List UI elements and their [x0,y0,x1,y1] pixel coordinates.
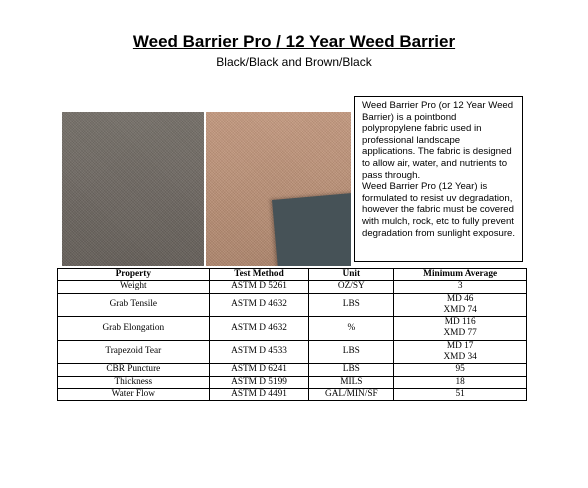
cell-value-xmd: XMD 77 [443,328,477,339]
cell-value: 18 [394,376,527,388]
cell-property: Grab Tensile [58,293,210,317]
page-subtitle: Black/Black and Brown/Black [216,55,372,69]
cell-property: Weight [58,281,210,293]
table-row [58,376,527,388]
cell-property: Water Flow [58,388,210,400]
cell-method: ASTM D 4632 [209,317,309,341]
cell-value: 95 [394,364,527,376]
cell-value [394,293,527,317]
cell-value-md: MD 46 [446,293,474,304]
spec-table [57,268,527,401]
page-title: Weed Barrier Pro / 12 Year Weed Barrier [132,32,456,51]
table-row [58,340,527,364]
cell-value-md: MD 17 [446,340,474,351]
cell-value: 3 [394,281,527,293]
description-paragraph-2: Weed Barrier Pro (12 Year) is formulated to resist uv degradation, however the fabric must be covered with mulch, rock, etc to fully prevent degradation from sunlight exposure. [362,181,516,239]
cell-method: ASTM D 5261 [209,281,309,293]
header-test-method: Test Method [209,269,309,281]
cell-property: Thickness [58,376,210,388]
brown-fabric-swatch [206,112,351,266]
cell-value-xmd: XMD 34 [443,352,477,363]
table-header-row [58,269,527,281]
cell-unit: OZ/SY [309,281,394,293]
cell-value [394,340,527,364]
cell-value-md: MD 116 [444,317,476,328]
cell-method: ASTM D 4533 [209,340,309,364]
cell-value-xmd: XMD 74 [443,304,477,315]
cell-unit: LBS [309,364,394,376]
header-property: Property [58,269,210,281]
cell-unit: % [309,317,394,341]
table-row [58,293,527,317]
cell-property: Trapezoid Tear [58,340,210,364]
cell-value: 51 [394,388,527,400]
header-minimum-average: Minimum Average [394,269,527,281]
cell-unit: LBS [309,293,394,317]
description-box [354,96,523,262]
cell-method: ASTM D 5199 [209,376,309,388]
black-fabric-swatch [62,112,204,266]
cell-method: ASTM D 4491 [209,388,309,400]
cell-method: ASTM D 4632 [209,293,309,317]
black-fabric-texture [62,112,204,266]
table-row [58,317,527,341]
description-paragraph-1: Weed Barrier Pro (or 12 Year Weed Barrier) is a pointbond polypropylene fabric used in professional landscape applications. The fabric is designed to allow air, water, and nutrients to pass through. [362,100,514,181]
header-unit: Unit [309,269,394,281]
black-backing-corner [272,191,351,266]
table-row [58,281,527,293]
cell-property: Grab Elongation [58,317,210,341]
cell-property: CBR Puncture [58,364,210,376]
cell-unit: MILS [309,376,394,388]
cell-method: ASTM D 6241 [209,364,309,376]
table-row [58,364,527,376]
cell-unit: GAL/MIN/SF [309,388,394,400]
cell-value [394,317,527,341]
cell-unit: LBS [309,340,394,364]
table-row [58,388,527,400]
